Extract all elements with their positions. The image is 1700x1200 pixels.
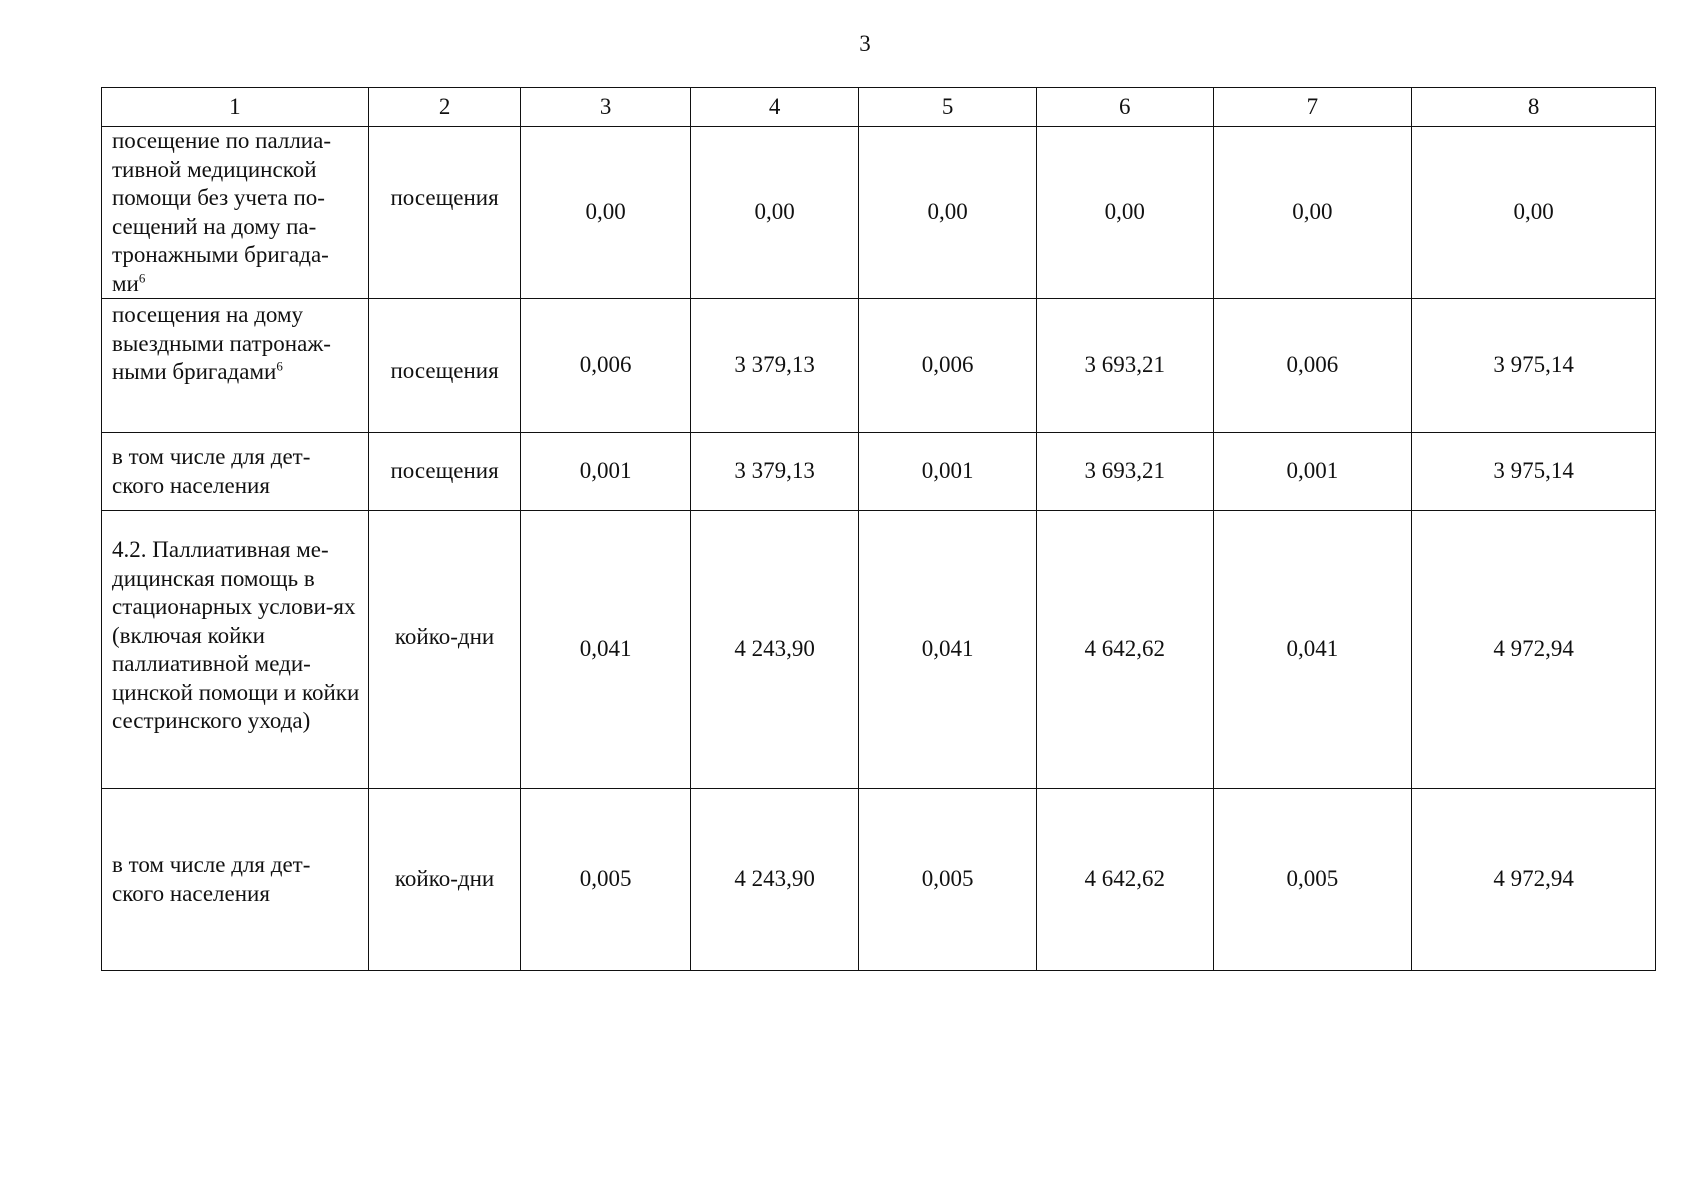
value-cell: 0,041 [859,511,1037,789]
table-row [102,433,1656,511]
value-cell: 3 975,14 [1412,299,1656,433]
value-cell: 0,00 [1412,127,1656,299]
table-row [102,299,1656,433]
value-cell: 0,041 [1213,511,1412,789]
value-cell: 0,00 [1036,127,1213,299]
row-label-cell [102,433,369,511]
unit-cell: посещения [368,127,520,299]
unit-cell: посещения [368,433,520,511]
value-cell: 3 693,21 [1036,433,1213,511]
value-cell: 3 379,13 [690,433,859,511]
value-cell: 3 693,21 [1036,299,1213,433]
unit-cell: койко-дни [368,789,520,971]
value-cell: 4 243,90 [690,789,859,971]
value-cell: 0,001 [859,433,1037,511]
value-cell: 0,006 [521,299,691,433]
value-cell: 4 642,62 [1036,789,1213,971]
header-cell-1: 1 [102,88,369,127]
value-cell: 4 243,90 [690,511,859,789]
row-label-cell [102,299,369,433]
header-cell-2: 2 [368,88,520,127]
value-cell: 4 972,94 [1412,789,1656,971]
table-row [102,127,1656,299]
value-cell: 0,001 [521,433,691,511]
value-cell: 3 379,13 [690,299,859,433]
header-cell-3: 3 [521,88,691,127]
header-cell-7: 7 [1213,88,1412,127]
value-cell: 0,041 [521,511,691,789]
row-label-cell [102,511,369,789]
value-cell: 0,005 [859,789,1037,971]
header-cell-4: 4 [690,88,859,127]
value-cell: 0,006 [1213,299,1412,433]
value-cell: 0,005 [1213,789,1412,971]
value-cell: 0,006 [859,299,1037,433]
value-cell: 0,00 [1213,127,1412,299]
unit-cell: койко-дни [368,511,520,789]
unit-cell: посещения [368,299,520,433]
value-cell: 0,00 [859,127,1037,299]
value-cell: 4 642,62 [1036,511,1213,789]
header-cell-8: 8 [1412,88,1656,127]
row-label-cell [102,789,369,971]
row-label: 4.2. Паллиативная ме-дицинская помощь в стационарных услови-ях (включая койки паллиативной меди-цинской помощи и койки сестринского ухода) [112,537,360,733]
value-cell: 0,005 [521,789,691,971]
table-row [102,789,1656,971]
header-row [102,88,1656,127]
footnote-marker: 6 [138,269,146,285]
value-cell: 0,00 [690,127,859,299]
row-label: в том числе для дет-ского населения [112,852,311,906]
footnote-marker: 6 [276,358,283,374]
row-label: в том числе для дет-ского населения [112,444,311,498]
page-number: 3 [859,31,871,56]
table-row [102,511,1656,789]
value-cell: 3 975,14 [1412,433,1656,511]
value-cell: 0,001 [1213,433,1412,511]
header-cell-5: 5 [859,88,1037,127]
value-cell: 0,00 [521,127,691,299]
row-label: посещения на дому выездными патронаж-ными бригадами [112,302,331,384]
row-label-cell [102,127,369,299]
header-cell-6: 6 [1036,88,1213,127]
value-cell: 4 972,94 [1412,511,1656,789]
row-label: посещение по паллиа-тивной медицинской помощи без учета по-сещений на дому па-тронажными бригада-ми [112,128,331,296]
data-table [101,87,1656,971]
